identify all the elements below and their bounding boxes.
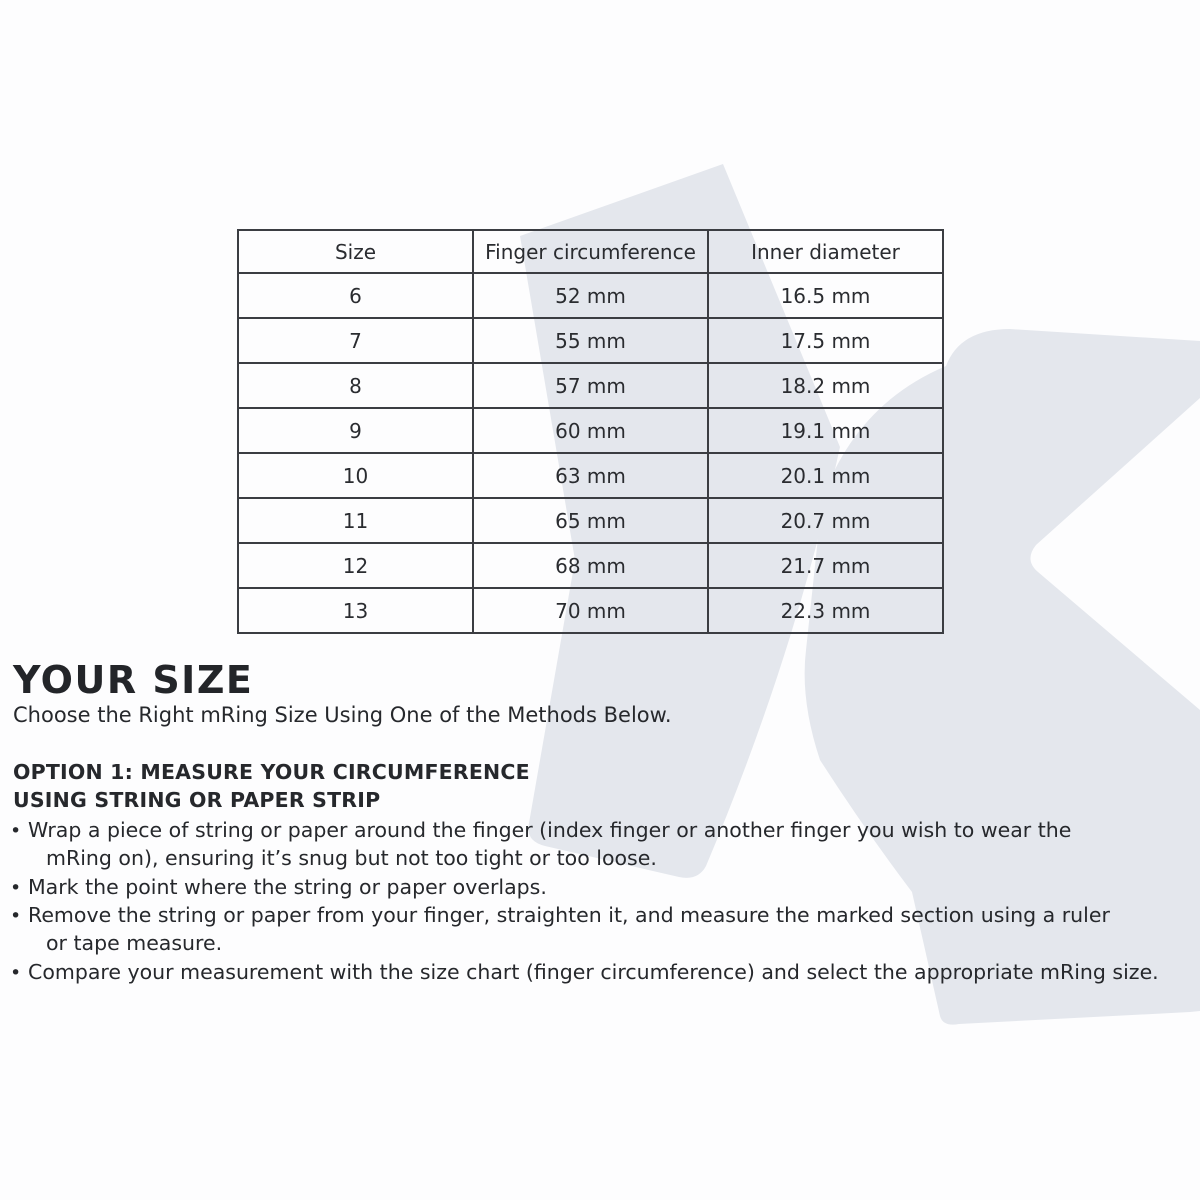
size-chart-table: [237, 229, 944, 634]
instruction-text: Compare your measurement with the size chart (finger circumference) and select the appropriate mRing size.: [28, 960, 1159, 984]
cell-size: 6: [238, 273, 473, 318]
bullet-icon: •: [10, 962, 22, 984]
table-row: [238, 453, 943, 498]
cell-diameter: 18.2 mm: [708, 363, 943, 408]
table-row: [238, 318, 943, 363]
instruction-line: [10, 875, 547, 899]
cell-diameter: 19.1 mm: [708, 408, 943, 453]
cell-diameter: 22.3 mm: [708, 588, 943, 633]
cell-circumference: 63 mm: [473, 453, 708, 498]
instruction-text: Mark the point where the string or paper overlaps.: [28, 875, 547, 899]
cell-size: 12: [238, 543, 473, 588]
cell-size: 11: [238, 498, 473, 543]
cell-diameter: 20.7 mm: [708, 498, 943, 543]
section-subtitle: Choose the Right mRing Size Using One of the Methods Below.: [13, 703, 672, 727]
cell-circumference: 55 mm: [473, 318, 708, 363]
table-header-row: [238, 230, 943, 273]
instruction-line: [46, 931, 222, 955]
table-row: [238, 588, 943, 633]
table-row: [238, 363, 943, 408]
page-title: YOUR SIZE: [13, 658, 254, 702]
table-row: [238, 408, 943, 453]
cell-diameter: 21.7 mm: [708, 543, 943, 588]
cell-size: 10: [238, 453, 473, 498]
col-header-size: Size: [238, 230, 473, 273]
cell-circumference: 52 mm: [473, 273, 708, 318]
size-chart: [237, 229, 944, 634]
cell-size: 7: [238, 318, 473, 363]
cell-circumference: 70 mm: [473, 588, 708, 633]
cell-size: 13: [238, 588, 473, 633]
table-row: [238, 543, 943, 588]
instruction-line: [10, 960, 1159, 984]
instruction-text: Remove the string or paper from your finger, straighten it, and measure the marked section using a ruler: [28, 903, 1110, 927]
cell-diameter: 16.5 mm: [708, 273, 943, 318]
instruction-text: or tape measure.: [46, 931, 223, 955]
cell-circumference: 65 mm: [473, 498, 708, 543]
instruction-line: [46, 846, 657, 870]
cell-diameter: 17.5 mm: [708, 318, 943, 363]
instruction-text: mRing on), ensuring it’s snug but not too tight or too loose.: [46, 846, 657, 870]
instruction-text: Wrap a piece of string or paper around the finger (index finger or another finger you wish to wear the: [28, 818, 1072, 842]
table-row: [238, 498, 943, 543]
option1-heading-line1: OPTION 1: MEASURE YOUR CIRCUMFERENCE: [13, 760, 530, 784]
cell-circumference: 57 mm: [473, 363, 708, 408]
cell-circumference: 60 mm: [473, 408, 708, 453]
bullet-icon: •: [10, 905, 22, 927]
cell-size: 8: [238, 363, 473, 408]
bullet-icon: •: [10, 820, 22, 842]
bullet-icon: •: [10, 877, 22, 899]
col-header-circumference: Finger circumference: [473, 230, 708, 273]
cell-size: 9: [238, 408, 473, 453]
col-header-diameter: Inner diameter: [708, 230, 943, 273]
instruction-line: [10, 818, 1071, 842]
cell-circumference: 68 mm: [473, 543, 708, 588]
instruction-line: [10, 903, 1110, 927]
option1-heading-line2: USING STRING OR PAPER STRIP: [13, 788, 381, 812]
table-row: [238, 273, 943, 318]
cell-diameter: 20.1 mm: [708, 453, 943, 498]
